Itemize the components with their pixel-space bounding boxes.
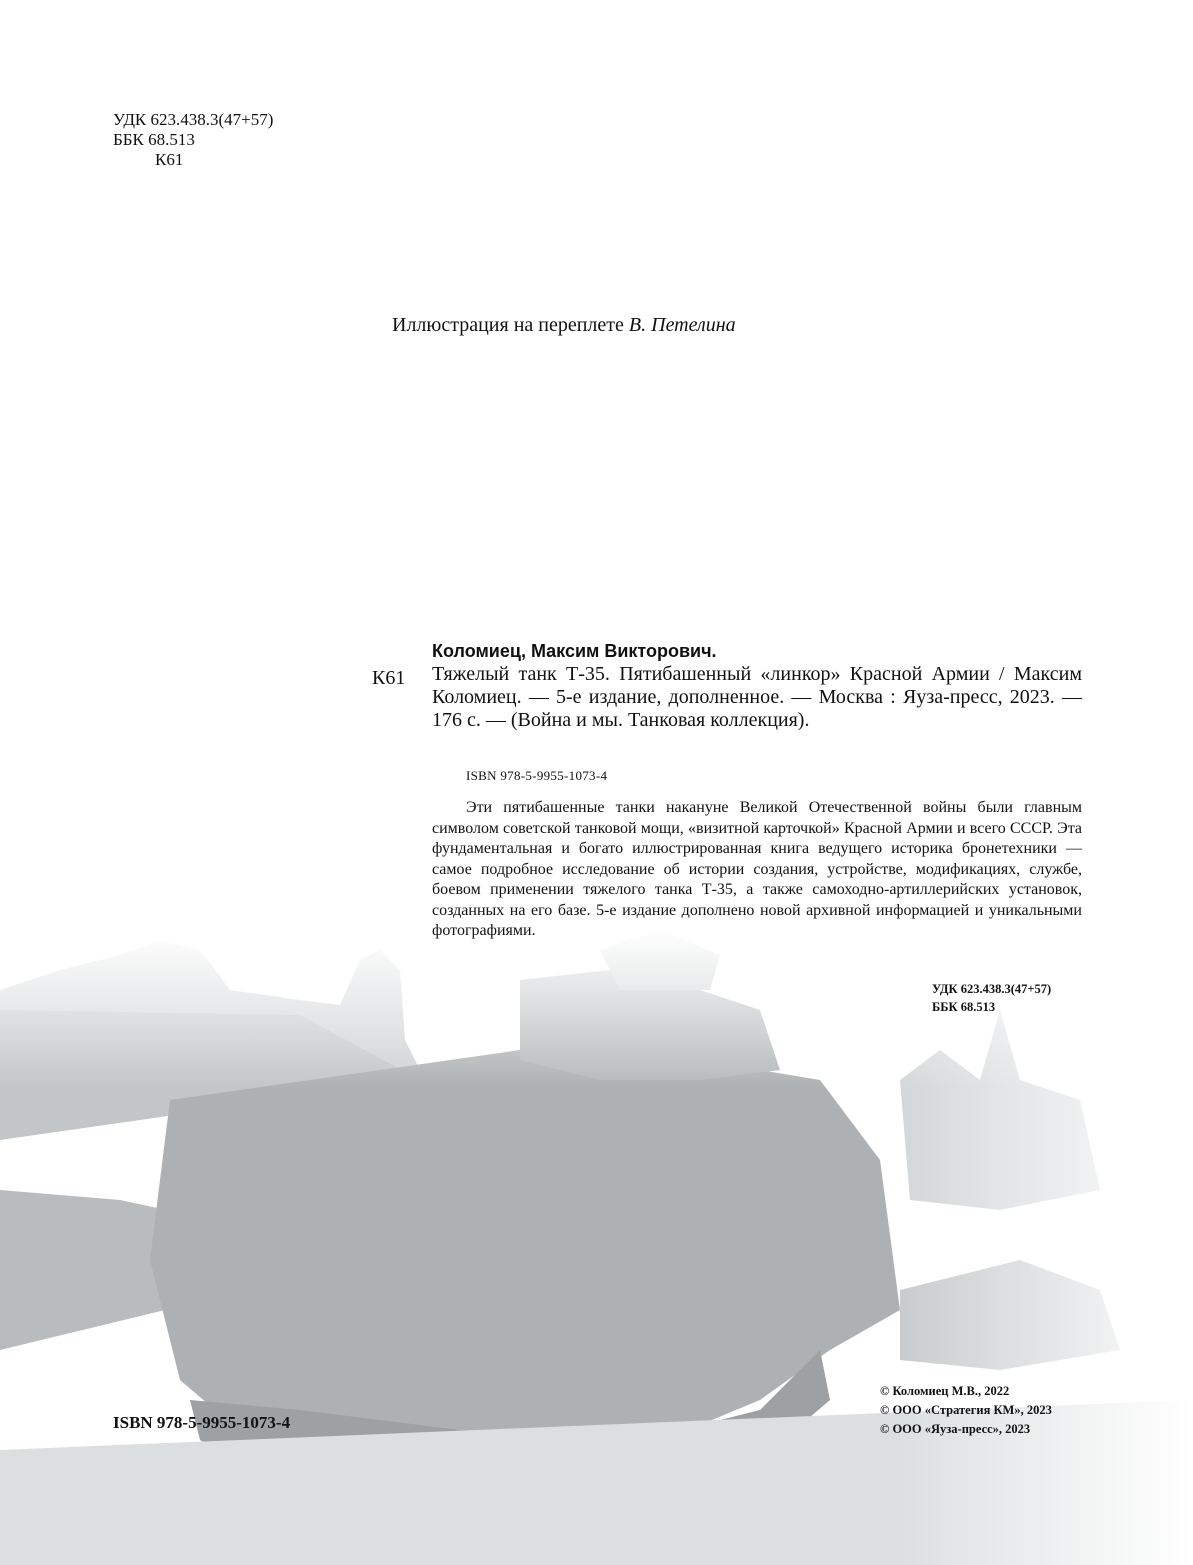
catalog-udk: УДК 623.438.3(47+57) — [932, 982, 1052, 996]
illustration-credit — [392, 314, 736, 337]
parade-tank-photo — [0, 930, 1193, 1565]
footer-isbn: ISBN 978-5-9955-1073-4 — [113, 1413, 291, 1432]
catalog-description: Тяжелый танк Т-35. Пятибашенный «линкор» Красной Армии / Максим Коломиец. — 5-е издание, дополненное. — Москва : Яуза-пресс, 2023. — 176 с. — (Война и мы. Танковая коллекция). — [432, 663, 1082, 731]
catalog-udk-block — [932, 980, 1051, 1016]
copyright-line: © ООО «Яуза-пресс», 2023 — [880, 1422, 1031, 1436]
copyright-line: © Коломиец М.В., 2022 — [880, 1384, 1010, 1398]
catalog-author: Коломиец, Максим Викторович. — [432, 641, 717, 661]
catalog-isbn: ISBN 978-5-9955-1073-4 — [466, 768, 608, 783]
udk-code: УДК 623.438.3(47+57) — [113, 110, 274, 129]
catalog-bbk: ББК 68.513 — [932, 1000, 996, 1014]
illustration-prefix: Иллюстрация на переплете — [392, 314, 624, 336]
catalog-side-mark: К61 — [372, 667, 406, 689]
bbk-code: ББК 68.513 — [113, 130, 195, 149]
illustration-artist: В. Петелина — [628, 314, 736, 336]
udk-block — [113, 110, 273, 170]
annotation-text: Эти пятибашенные танки накануне Великой Отечественной войны были главным символом советской танковой мощи, «визитной карточкой» Красной Армии и всего СССР. Эта фундаментальная и богато иллюстрированная книга ведущего историка бронетехники — самое подробное исследование об истории создания, устройстве, модификациях, службе, боевом применении тяжелого танка Т-35, а также самоходно-артиллерийских установок, созданных на его базе. 5-е издание дополнено новой архивной информацией и уникальными фотографиями. — [432, 799, 1082, 939]
copyright-line: © ООО «Стратегия КМ», 2023 — [880, 1403, 1052, 1417]
copyright-block — [880, 1382, 1052, 1439]
catalog-entry — [432, 640, 1082, 732]
author-mark: К61 — [155, 150, 184, 169]
